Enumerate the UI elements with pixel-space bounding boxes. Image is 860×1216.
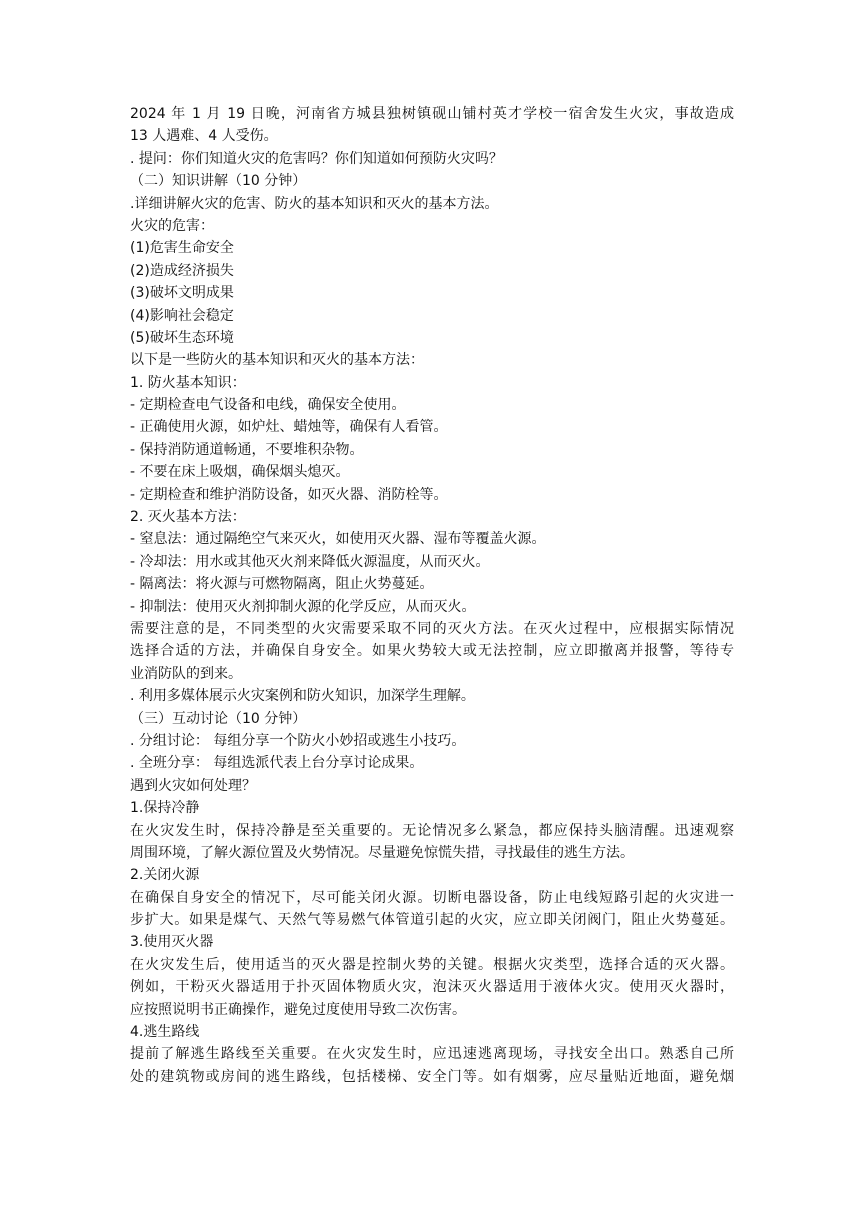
subsection-heading: 2.关闭火源 [130,867,200,884]
list-item: - 定期检查和维护消防设备，如灭火器、消防栓等。 [130,486,448,503]
text-line: . 全班分享： 每组选派代表上台分享讨论成果。 [130,755,424,772]
text-line: 选择合适的方法，并确保自身安全。如果火势较大或无法控制，应立即撤离并报警，等待专 [130,643,734,660]
text-line: 需要注意的是，不同类型的火灾需要采取不同的灭火方法。在灭火过程中，应根据实际情况 [130,620,734,637]
text-line: 以下是一些防火的基本知识和灭火的基本方法： [130,352,424,369]
text-line: 2024 年 1 月 19 日晚，河南省方城县独树镇砚山铺村英才学校一宿舍发生火灾，事故造成 [130,106,734,122]
section-heading: （三）互动讨论（10 分钟） [130,710,307,727]
list-item: - 不要在床上吸烟，确保烟头熄灭。 [130,464,350,481]
list-item: - 隔离法：将火源与可燃物隔离，阻止火势蔓延。 [130,576,434,593]
text-line: 火灾的危害： [130,217,214,234]
list-item: (4)影响社会稳定 [130,307,234,324]
text-line: 遇到火灾如何处理？ [130,777,256,794]
text-line: 在确保自身安全的情况下，尽可能关闭火源。切断电器设备，防止电线短路引起的火灾进一 [130,889,734,906]
list-item: (3)破坏文明成果 [130,285,234,302]
subsection-heading: 2. 灭火基本方法： [130,509,246,526]
text-line: 在火灾发生后，使用适当的灭火器是控制火势的关键。根据火灾类型，选择合适的灭火器。 [130,956,734,973]
section-heading: （二）知识讲解（10 分钟） [130,173,307,190]
text-line: 应按照说明书正确操作，避免过度使用导致二次伤害。 [130,1001,466,1018]
text-line: 提前了解逃生路线至关重要。在火灾发生时，应迅速逃离现场，寻找安全出口。熟悉自己所 [130,1046,734,1063]
list-item: (1)危害生命安全 [130,240,234,257]
list-item: (5)破坏生态环境 [130,329,234,346]
list-item: - 冷却法：用水或其他灭火剂来降低火源温度，从而灭火。 [130,553,490,570]
list-item: - 抑制法：使用灭火剂抑制火源的化学反应，从而灭火。 [130,598,476,615]
text-line: .详细讲解火灾的危害、防火的基本知识和灭火的基本方法。 [130,195,499,212]
subsection-heading: 1.保持冷静 [130,800,200,817]
list-item: - 窒息法：通过隔绝空气来灭火，如使用灭火器、湿布等覆盖火源。 [130,531,546,548]
document-body [130,103,734,1088]
text-line: 处的建筑物或房间的逃生路线，包括楼梯、安全门等。如有烟雾，应尽量贴近地面，避免烟 [130,1068,734,1085]
text-line: . 提问：你们知道火灾的危害吗？你们知道如何预防火灾吗？ [130,150,503,167]
text-line: . 分组讨论： 每组分享一个防火小妙招或逃生小技巧。 [130,732,466,749]
list-item: - 定期检查电气设备和电线，确保安全使用。 [130,397,406,414]
text-line: . 利用多媒体展示火灾案例和防火知识，加深学生理解。 [130,688,475,705]
subsection-heading: 1. 防火基本知识： [130,374,246,391]
list-item: - 保持消防通道畅通，不要堆积杂物。 [130,441,364,458]
text-line: 13 人遇难、4 人受伤。 [130,128,278,145]
text-line: 业消防队的到来。 [130,665,242,682]
text-line: 例如，干粉灭火器适用于扑灭固体物质火灾，泡沫灭火器适用于液体火灾。使用灭火器时， [130,979,734,996]
subsection-heading: 4.逃生路线 [130,1024,200,1041]
text-line: 周围环境，了解火源位置及火势情况。尽量避免惊慌失措，寻找最佳的逃生方法。 [130,844,634,861]
list-item: (2)造成经济损失 [130,262,234,279]
subsection-heading: 3.使用灭火器 [130,934,214,951]
list-item: - 正确使用火源，如炉灶、蜡烛等，确保有人看管。 [130,419,448,436]
text-line: 步扩大。如果是煤气、天然气等易燃气体管道引起的火灾，应立即关闭阀门，阻止火势蔓延。 [130,912,734,929]
text-line: 在火灾发生时，保持冷静是至关重要的。无论情况多么紧急，都应保持头脑清醒。迅速观察 [130,822,734,839]
